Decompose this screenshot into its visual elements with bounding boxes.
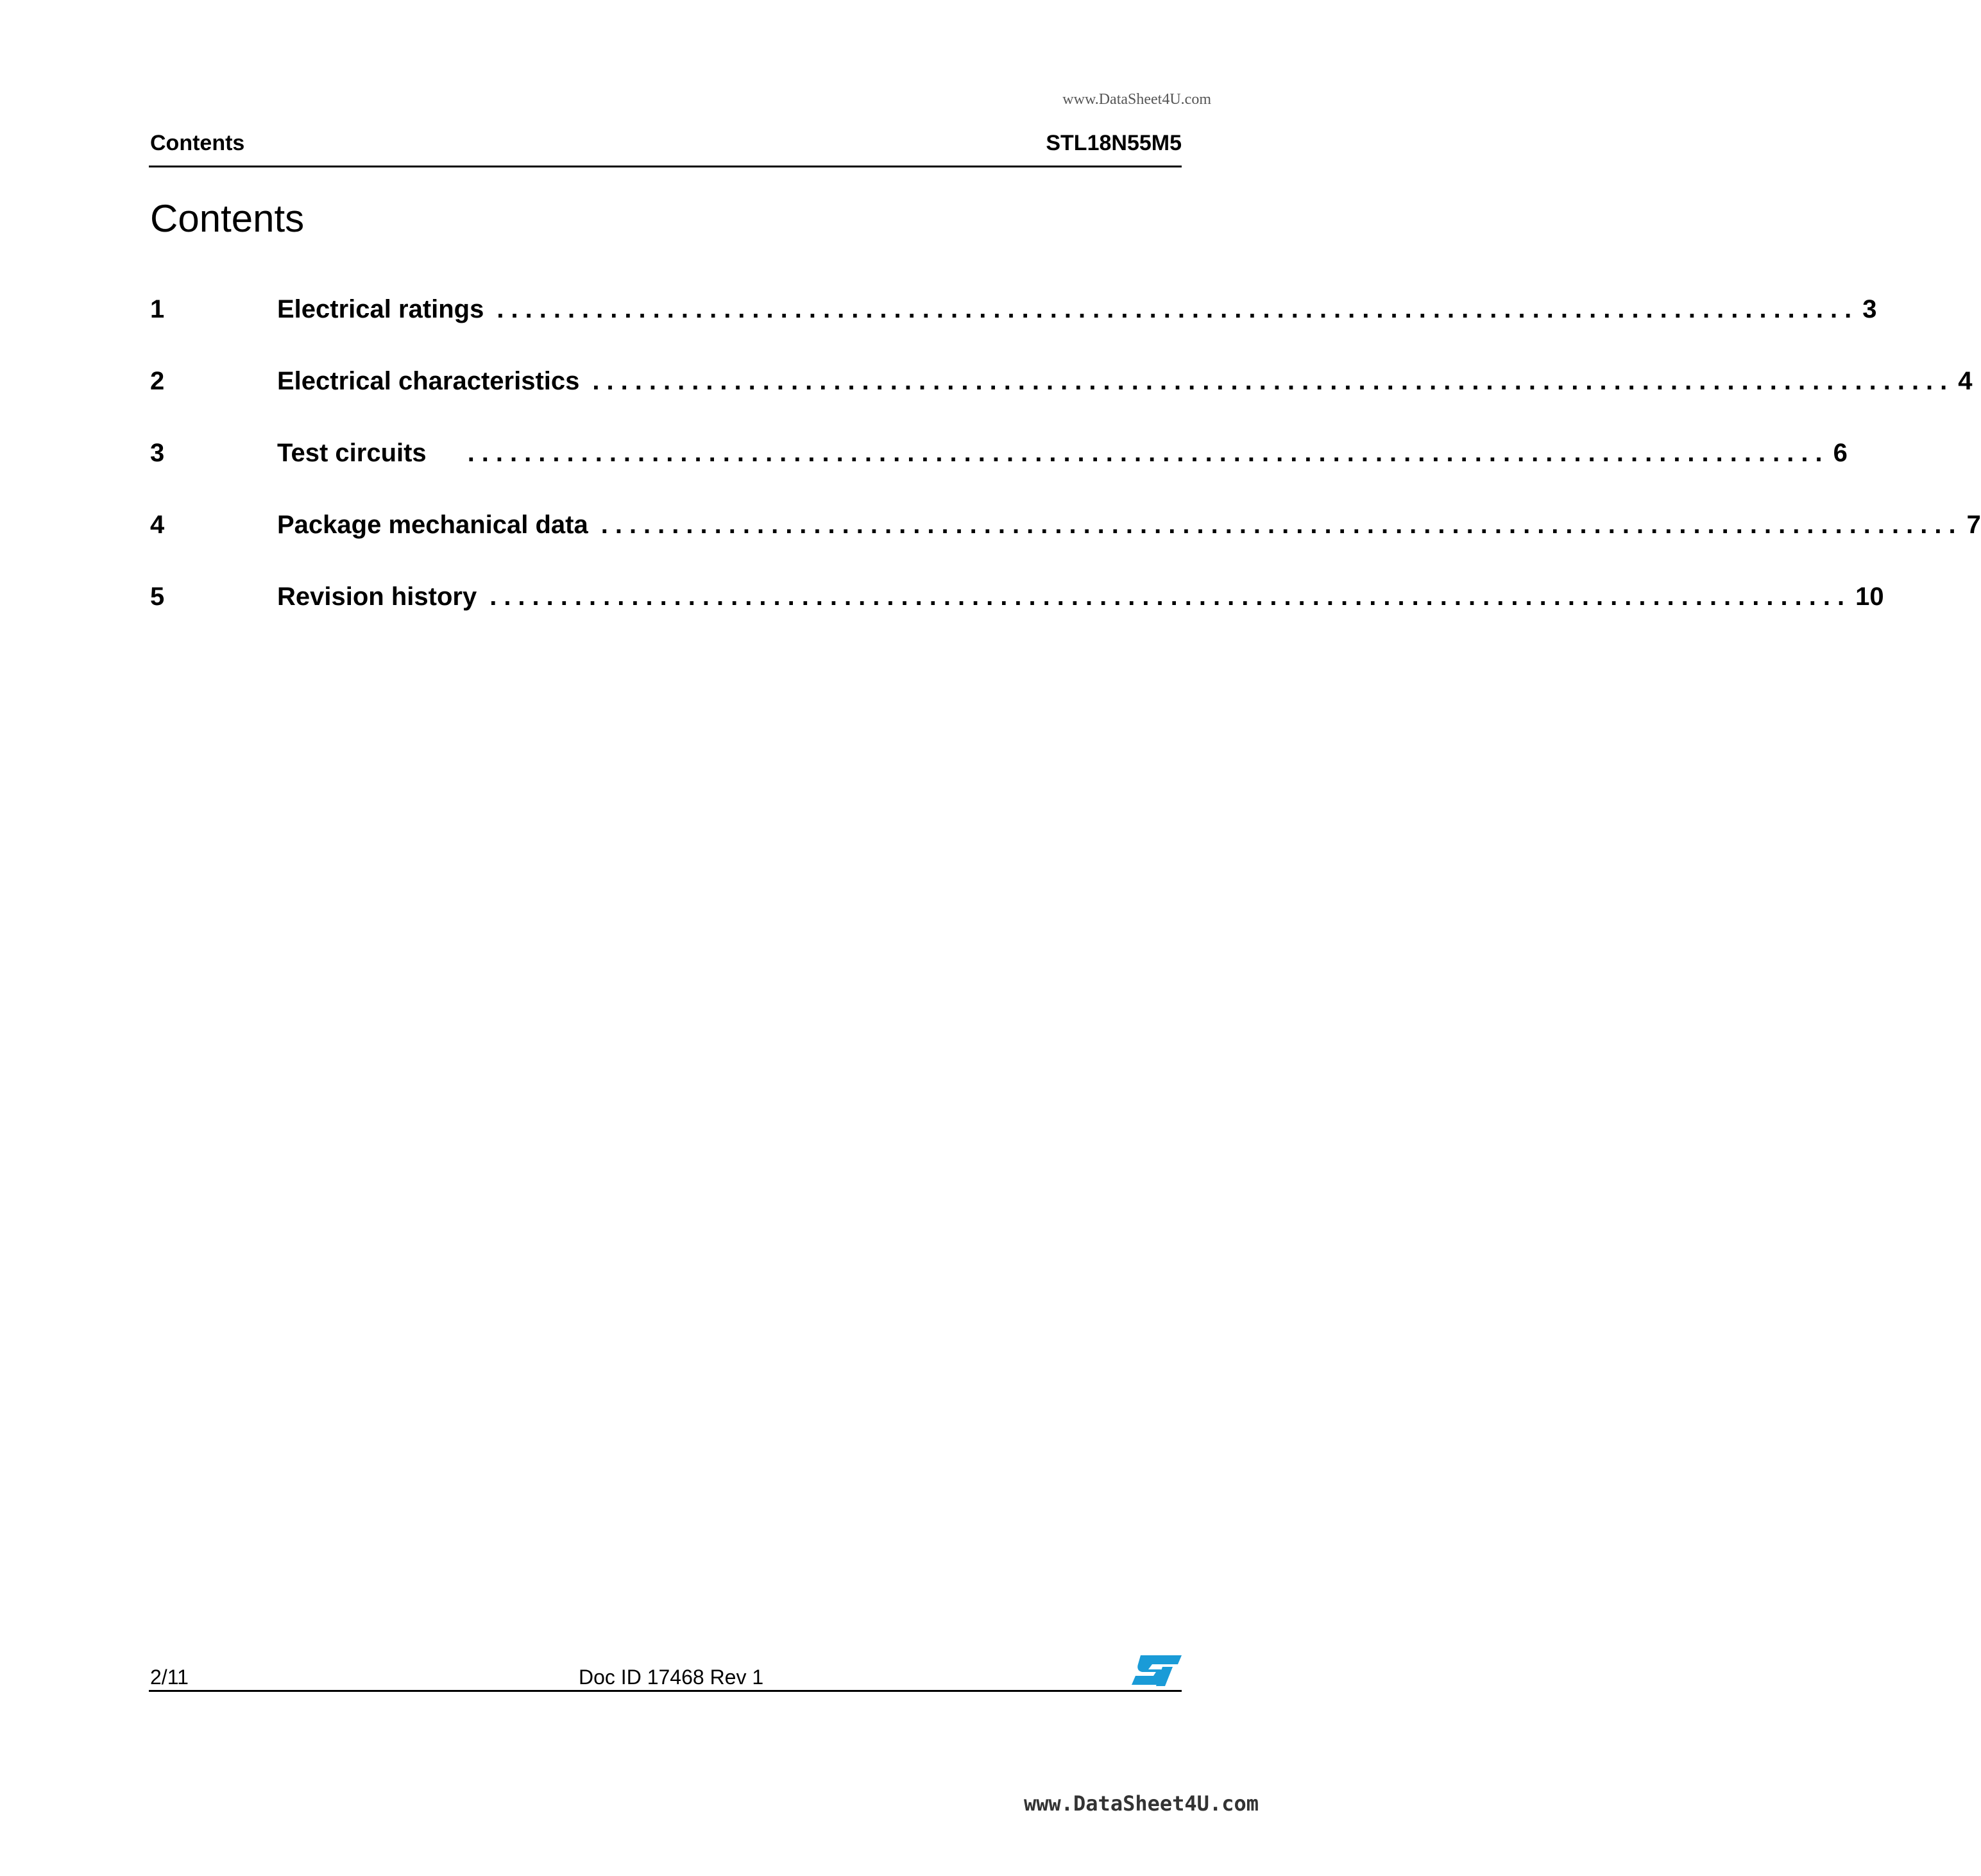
toc-dot-leader: ................................................................................................ (497, 295, 1859, 323)
toc-entry-number: 3 (150, 439, 165, 467)
toc-entry-title[interactable]: Revision history (277, 583, 477, 611)
footer-page-indicator: 2/11 (150, 1666, 189, 1689)
watermark-bottom: www.DataSheet4U.com (1023, 1791, 1259, 1816)
toc-entry-page[interactable]: 10 (1855, 583, 1884, 611)
toc-entry-electrical-characteristics[interactable] (150, 367, 1973, 439)
toc-entry-title[interactable]: Electrical characteristics (277, 367, 580, 395)
toc-entry-number: 4 (150, 511, 165, 539)
toc-entry-page[interactable]: 6 (1833, 439, 1848, 467)
header-rule (149, 166, 1182, 167)
toc-entry-title[interactable]: Electrical ratings (277, 295, 484, 323)
toc-entry-number: 2 (150, 367, 165, 395)
running-header-part-number: STL18N55M5 (1046, 131, 1182, 155)
running-header-section: Contents (150, 131, 245, 155)
toc-entry-title[interactable]: Test circuits (277, 439, 427, 467)
toc-entry-number: 1 (150, 295, 165, 323)
toc-entry-page[interactable]: 4 (1958, 367, 1973, 395)
toc-entry-package-mechanical-data[interactable] (150, 511, 1981, 583)
toc-entry-test-circuits[interactable] (150, 439, 1848, 511)
toc-entry-title[interactable]: Package mechanical data (277, 511, 588, 539)
footer-rule (149, 1690, 1182, 1692)
footer-doc-id: Doc ID 17468 Rev 1 (579, 1666, 764, 1689)
watermark-top: www.DataSheet4U.com (1062, 91, 1211, 108)
toc-entry-page[interactable]: 7 (1966, 511, 1981, 539)
toc-dot-leader: ................................................................................................ (467, 439, 1830, 467)
table-of-contents (150, 295, 1981, 654)
toc-entry-revision-history[interactable] (150, 583, 1884, 654)
toc-dot-leader: ................................................................................................ (489, 583, 1852, 611)
toc-dot-leader: ................................................................................................ (592, 367, 1955, 395)
toc-entry-electrical-ratings[interactable] (150, 295, 1877, 367)
toc-dot-leader: ................................................................................................ (600, 511, 1963, 539)
page-title: Contents (150, 197, 305, 240)
toc-entry-page[interactable]: 3 (1862, 295, 1877, 323)
toc-entry-number: 5 (150, 583, 165, 611)
st-logo-icon (1130, 1653, 1183, 1687)
